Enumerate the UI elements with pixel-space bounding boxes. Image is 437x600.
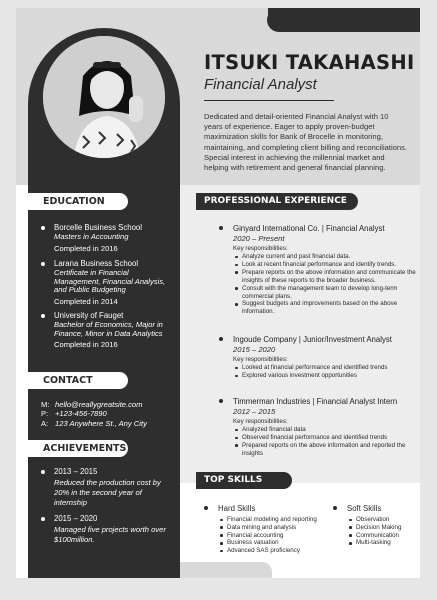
bullet-icon [219,399,223,403]
bullet-icon [219,337,223,341]
responsibility-item: Looked at financial performance and identified trends [233,364,420,372]
responsibilities-label: Key responsibilities: [233,356,288,363]
skill-item: Financial accounting [218,532,348,540]
bullet-icon [41,226,45,230]
job-title: Ingoude Company | Junior/Investment Analyst [233,335,392,344]
phone-label: P: [41,409,49,419]
contact-address: 123 Anywhere St., Any City [55,418,147,428]
job-title: Ginyard International Co. | Financial Analyst [233,224,385,233]
skill-item: Business valuation [218,539,348,547]
responsibility-item: Observed financial performance and identified trends [233,434,420,442]
job-entry [233,335,420,380]
skills-heading: TOP SKILLS [196,472,292,489]
completed: Completed in 2014 [54,296,118,306]
achievement-item [54,467,174,508]
bullet-icon [41,470,45,474]
candidate-role: Financial Analyst [204,76,317,93]
education-heading: EDUCATION [28,193,128,210]
summary-text: Dedicated and detail-oriented Financial Analyst with 10 years of experience. Eager to apply proven-budget maximization skills for Bank of Brocelle in monitoring, maintaining, and completing client billing and reconciliations. Special interest in achieving the millennial market and helping with retirement and general financial planning. [204,112,408,173]
bullet-icon [204,506,208,510]
bullet-icon [41,517,45,521]
job-entry [233,224,420,316]
bullet-icon [41,314,45,318]
contact-email: hello@reallygreatsite.com [55,400,143,409]
hard-skills [218,504,348,555]
achievements-heading: ACHIEVEMENTS [28,440,128,457]
achievement-years: 2013 – 2015 [54,467,98,476]
education-item [54,311,174,350]
decorative-pill [268,8,420,32]
resume-page [16,8,420,578]
education-item [54,259,174,307]
achievement-years: 2015 – 2020 [54,514,98,523]
contact-block [41,400,147,428]
job-title: Timmerman Industries | Financial Analyst Intern [233,397,398,406]
completed: Completed in 2016 [54,243,118,253]
responsibility-item: Suggest budgets and improvements based on the above information. [233,300,420,316]
job-dates: 2020 – Present [233,234,285,243]
achievement-item [54,514,174,545]
bullet-icon [219,226,223,230]
responsibility-item: Consult with the management team to develop long-term commercial plans. [233,285,420,301]
responsibility-item: Explored various investment opportunities [233,372,420,380]
job-entry [233,397,420,458]
hard-skills-title: Hard Skills [218,504,256,513]
job-dates: 2015 – 2020 [233,345,276,354]
experience-heading: PROFESSIONAL EXPERIENCE [196,193,358,210]
soft-skills-title: Soft Skills [347,504,382,513]
mail-label: M: [41,400,50,409]
job-dates: 2012 – 2015 [233,407,276,416]
address-label: A: [41,418,49,428]
decorative-bottom-pill [180,562,272,578]
achievement-text: Managed five projects worth over $100million. [54,525,166,544]
education-item [54,223,174,254]
responsibility-item: Analyze current and past financial data. [233,253,420,261]
skill-item: Observation [347,516,417,524]
responsibility-item: Prepare reports on the above information and communicate the insights of these reports to the broader business. [233,269,420,285]
soft-skills [347,504,417,547]
contact-phone: +123-456-7890 [55,409,107,419]
skill-item: Communication [347,532,417,540]
responsibilities-label: Key responsibilities: [233,245,288,252]
candidate-name: ITSUKI TAKAHASHI [204,51,415,74]
achievement-text: Reduced the production cost by 20% in the second year of internship [54,478,161,507]
school-name: Larana Business School [54,259,139,268]
contact-heading: CONTACT [28,372,128,389]
skill-item: Decision Making [347,524,417,532]
bullet-icon [333,506,337,510]
school-name: Borcelle Business School [54,223,142,232]
responsibility-item: Analyzed financial data [233,426,420,434]
responsibilities-label: Key responsibilities: [233,418,288,425]
responsibility-item: Prepared reports on the above information and reported the insights [233,442,420,458]
degree: Certificate in Financial Management, Financial Analysis, and Public Budgeting [54,268,166,294]
completed: Completed in 2016 [54,340,118,349]
degree: Bachelor of Economics, Major in Finance, Minor in Data Analytics [54,320,163,338]
skill-item: Multi-tasking [347,539,417,547]
skill-item: Financial modeling and reporting [218,516,348,524]
bullet-icon [41,262,45,266]
divider [204,100,334,101]
skill-item: Advanced SAS proficiency [218,547,348,555]
skill-item: Data mining and analysis [218,524,348,532]
degree: Masters in Accounting [54,232,129,241]
responsibility-item: Look at recent financial performance and identify trends. [233,261,420,269]
profile-photo [40,33,168,161]
school-name: University of Fauget [54,311,124,320]
